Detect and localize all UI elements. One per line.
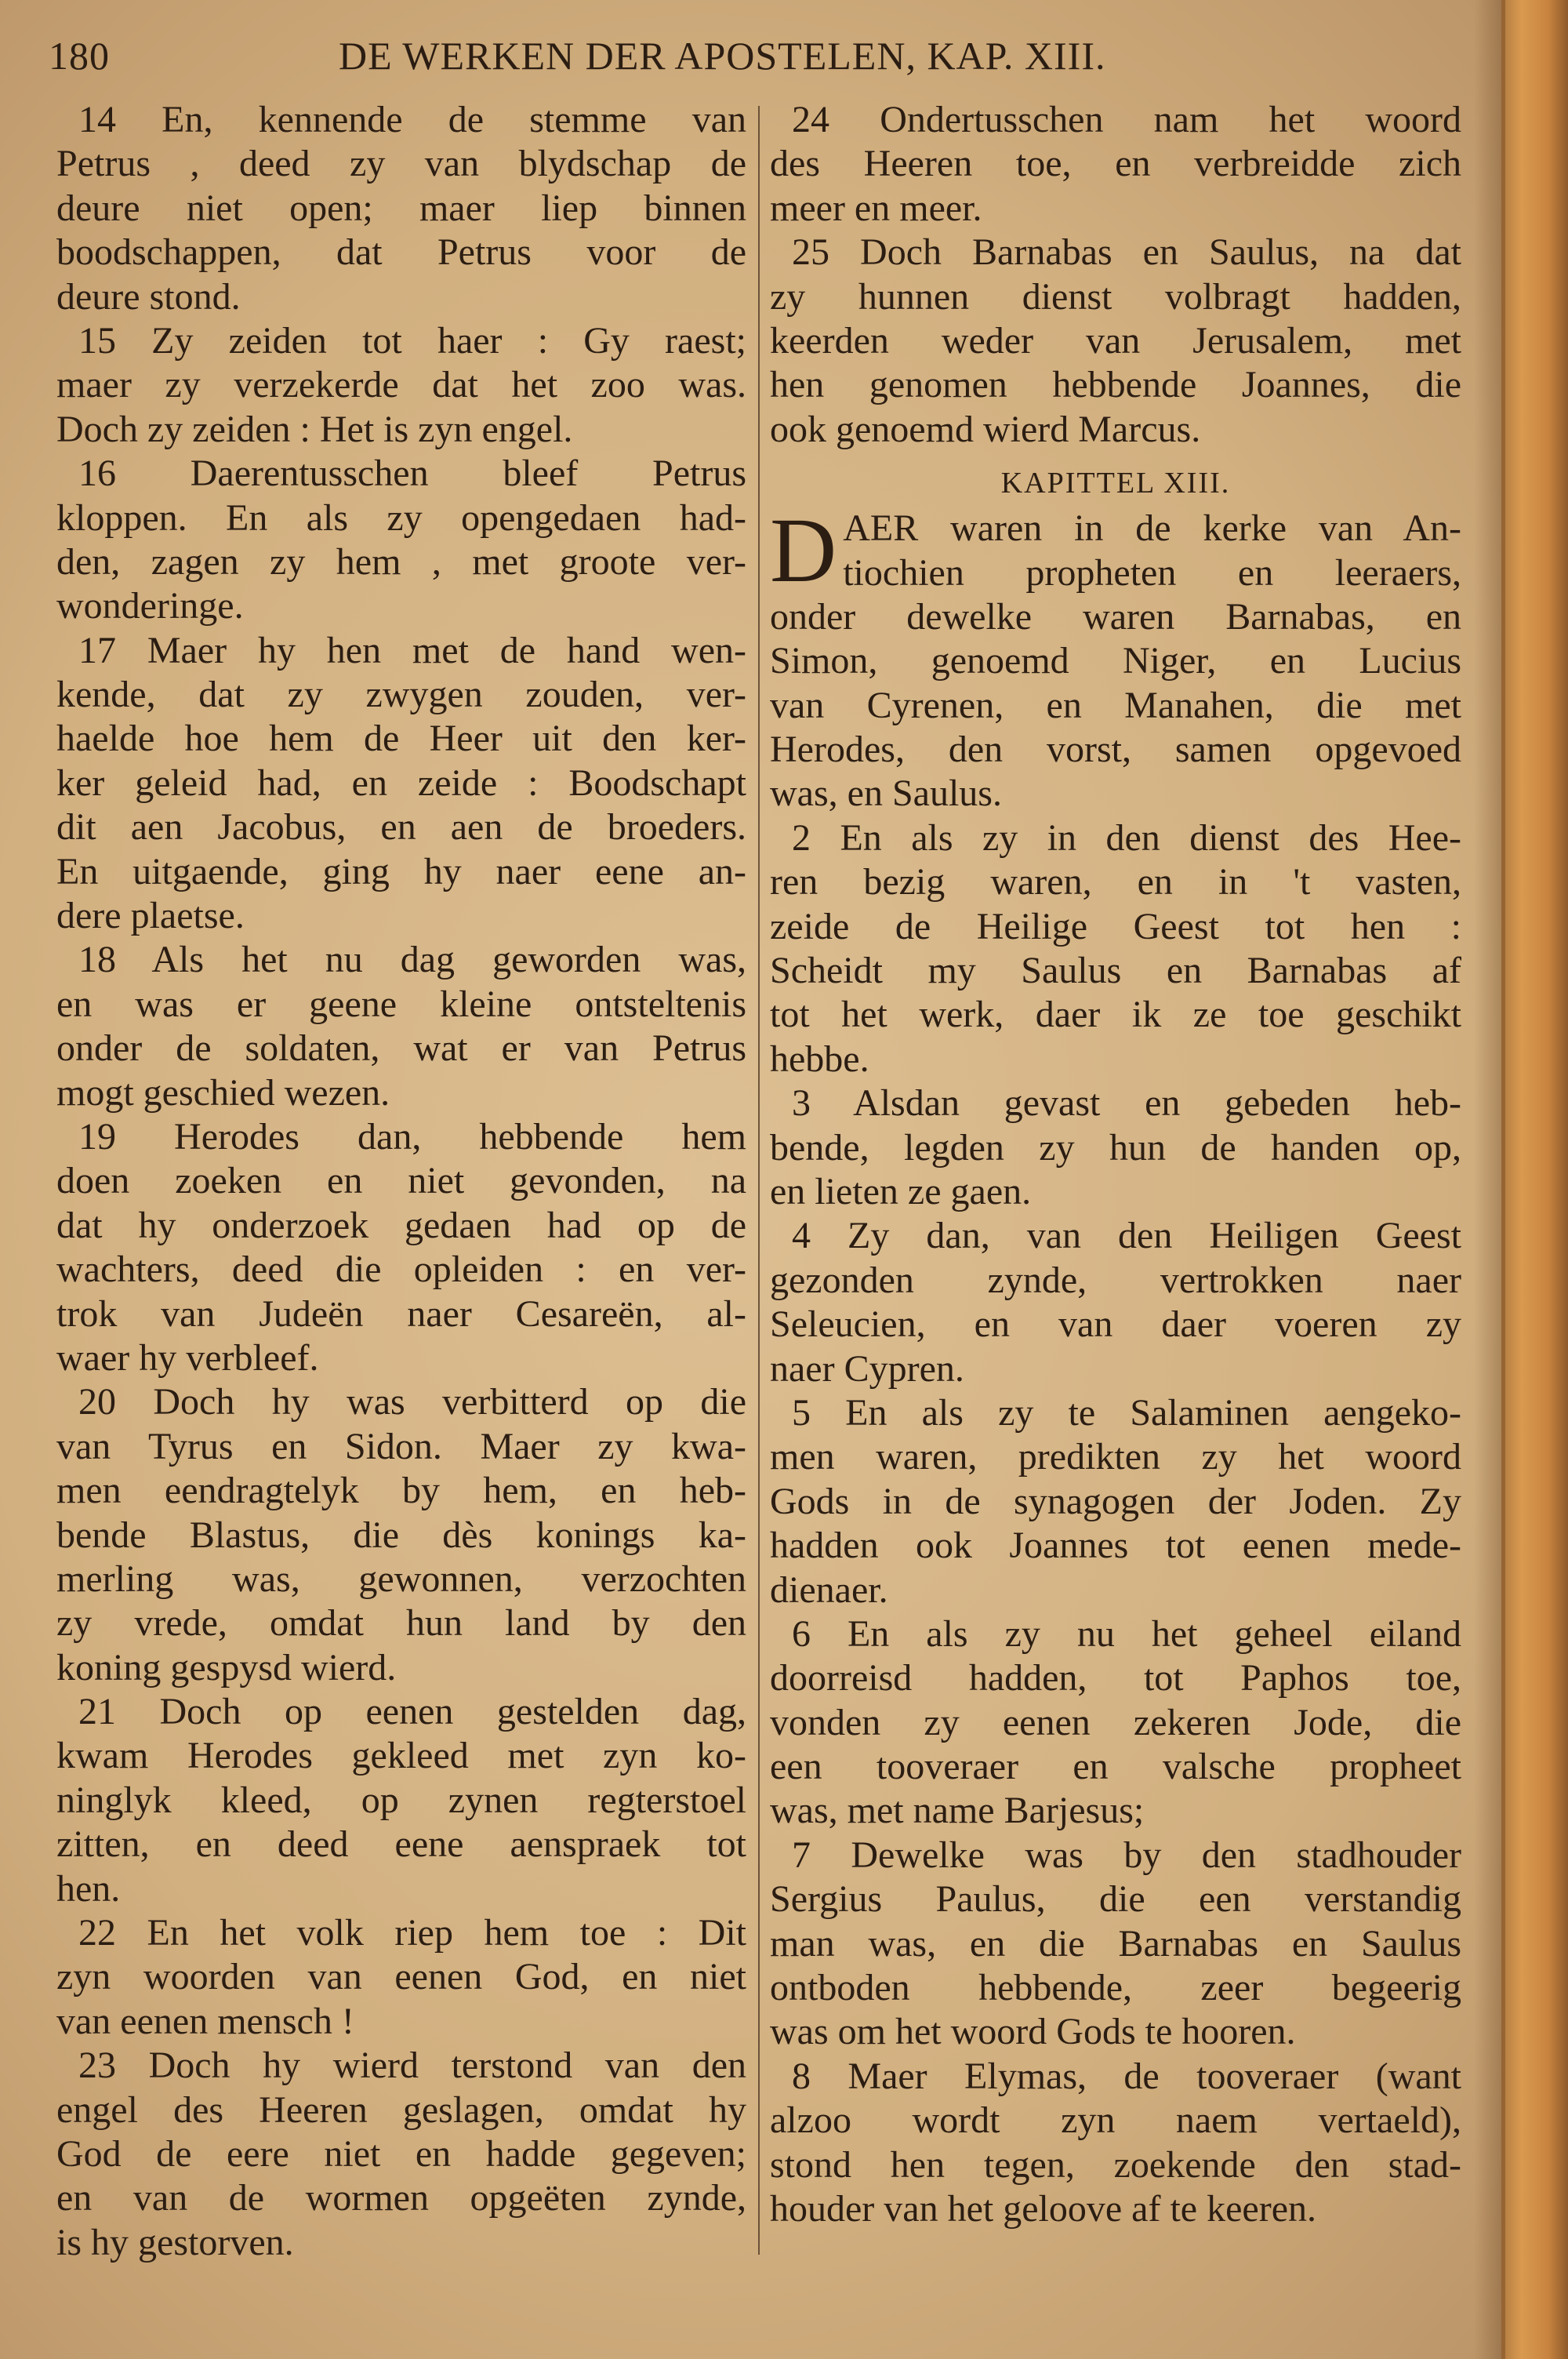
text-line: 6 En als zy nu het geheel eiland — [792, 1612, 1461, 1655]
text-line: men eendragtelyk by hem, en heb- — [56, 1470, 746, 1512]
text-line: en was er geene kleine ontsteltenis — [56, 983, 746, 1025]
text-line: zy hunnen dienst volbragt hadden, — [770, 275, 1461, 318]
text-line: onder de soldaten, wat er van Petrus — [56, 1027, 746, 1070]
text-line: 7 Dewelke was by den stadhouder — [792, 1834, 1461, 1876]
text-line: kende, dat zy zwygen zouden, ver- — [56, 674, 746, 716]
text-line: alzoo wordt zyn naem vertaeld), — [770, 2099, 1461, 2142]
text-line: was, en Saulus. — [770, 772, 1002, 815]
verse-paragraph — [56, 629, 746, 939]
text-line: Simon, genoemd Niger, en Lucius — [770, 640, 1461, 682]
running-title: DE WERKEN DER APOSTELEN, KAP. XIII. — [339, 34, 1106, 78]
drop-cap: D — [770, 499, 837, 602]
text-line: zeide de Heilige Geest tot hen : — [770, 905, 1461, 947]
text-line: wonderinge. — [56, 585, 244, 627]
text-line: Sergius Paulus, die een verstandig — [770, 1878, 1461, 1921]
text-line: God de eere niet en hadde gegeven; — [56, 2132, 746, 2175]
text-line: tiochien propheten en leeraers, — [843, 551, 1461, 594]
column-divider — [758, 106, 760, 2255]
verse-paragraph — [770, 1081, 1461, 1214]
text-line: wachters, deed die opleiden : en ver- — [56, 1249, 746, 1291]
text-line: koning gespysd wierd. — [56, 1646, 397, 1688]
text-line: bende Blastus, die dès konings ka- — [56, 1514, 746, 1556]
text-line: 22 En het volk riep hem toe : Dit — [78, 1912, 746, 1954]
text-line: waer hy verbleef. — [56, 1336, 319, 1379]
text-line: 19 Herodes dan, hebbende hem — [78, 1115, 746, 1158]
text-line: zy vrede, omdat hun land by den — [56, 1602, 746, 1645]
text-line: dit aen Jacobus, en aen de broeders. — [56, 806, 746, 849]
text-line: Scheidt my Saulus en Barnabas af — [770, 950, 1461, 992]
text-line: 17 Maer hy hen met de hand wen- — [78, 629, 746, 671]
text-line: Doch zy zeiden : Het is zyn engel. — [56, 408, 573, 450]
text-line: hen genomen hebbende Joannes, die — [770, 364, 1461, 406]
text-line: hadden ook Joannes tot eenen mede- — [770, 1525, 1461, 1567]
text-line: bende, legden zy hun de handen op, — [770, 1126, 1461, 1169]
text-line: 24 Ondertusschen nam het woord — [792, 99, 1461, 140]
text-line: 4 Zy dan, van den Heiligen Geest — [792, 1215, 1461, 1257]
text-line: van Cyrenen, en Manahen, die met — [770, 684, 1461, 726]
text-line: gezonden zynde, vertrokken naer — [770, 1259, 1461, 1301]
text-line: maer zy verzekerde dat het zoo was. — [56, 364, 746, 406]
text-line: is hy gestorven. — [56, 2221, 294, 2263]
text-line: engel des Heeren geslagen, omdat hy — [56, 2088, 746, 2131]
text-line: 14 En, kennende de stemme van — [78, 99, 746, 140]
text-line: deure stond. — [56, 275, 241, 318]
text-line: een tooveraer en valsche propheet — [770, 1746, 1461, 1788]
text-line: AER waren in de kerke van An- — [843, 507, 1461, 550]
verse-paragraph — [56, 1380, 746, 1690]
verse-paragraph — [770, 98, 1461, 231]
text-line: den, zagen zy hem , met groote ver- — [56, 540, 746, 583]
text-line: 25 Doch Barnabas en Saulus, na dat — [792, 231, 1461, 274]
text-line: en van de wormen opgeëten zynde, — [56, 2177, 746, 2219]
text-line: des Heeren toe, en verbreidde zich — [770, 143, 1461, 185]
text-line: zyn woorden van eenen God, en niet — [56, 1956, 746, 1998]
text-line: 16 Daerentusschen bleef Petrus — [78, 453, 746, 495]
text-line: stond hen tegen, zoekende den stad- — [770, 2143, 1461, 2186]
text-line: 20 Doch hy was verbitterd op die — [78, 1381, 746, 1423]
text-line: doen zoeken en niet gevonden, na — [56, 1160, 746, 1202]
verse-paragraph — [770, 1214, 1461, 1391]
text-line: 18 Als het nu dag geworden was, — [78, 939, 746, 981]
text-line: van eenen mensch ! — [56, 2000, 354, 2042]
text-line: ker geleid had, en zeide : Boodschapt — [56, 761, 746, 804]
text-line: Gods in de synagogen der Joden. Zy — [770, 1480, 1461, 1522]
text-line: 3 Alsdan gevast en gebeden heb- — [792, 1082, 1461, 1125]
text-line: meer en meer. — [770, 187, 982, 229]
verse-paragraph — [770, 1834, 1461, 2055]
adjacent-page-edge — [1501, 0, 1568, 2359]
text-line: tot het werk, daer ik ze toe geschikt — [770, 994, 1461, 1036]
text-line: Petrus , deed zy van blydschap de — [56, 143, 746, 185]
verse-paragraph — [56, 1690, 746, 1911]
text-line: kloppen. En als zy opengedaen had- — [56, 496, 746, 539]
page-header — [49, 33, 1225, 88]
text-line: keerden weder van Jerusalem, met — [770, 319, 1461, 362]
verse-paragraph — [56, 98, 746, 319]
text-line: houder van het geloove af te keeren. — [770, 2187, 1317, 2230]
text-line: mogt geschied wezen. — [56, 1071, 390, 1114]
text-line: 23 Doch hy wierd terstond van den — [78, 2045, 746, 2087]
verse-paragraph — [770, 1612, 1461, 1834]
verse-paragraph — [56, 452, 746, 629]
text-line: vonden zy eenen zekeren Jode, die — [770, 1701, 1461, 1743]
text-line: van Tyrus en Sidon. Maer zy kwa- — [56, 1425, 746, 1467]
text-line: En uitgaende, ging hy naer eene an- — [56, 850, 746, 892]
text-line: hebbe. — [770, 1038, 869, 1080]
text-line: naer Cypren. — [770, 1347, 964, 1390]
verse-paragraph — [56, 1911, 746, 2044]
text-line: 15 Zy zeiden tot haer : Gy raest; — [78, 319, 746, 362]
text-line: 8 Maer Elymas, de tooveraer (want — [792, 2055, 1461, 2097]
text-line: boodschappen, dat Petrus voor de — [56, 231, 746, 274]
verse-paragraph — [770, 816, 1461, 1081]
text-line: haelde hoe hem de Heer uit den ker- — [56, 718, 746, 760]
text-line: Herodes, den vorst, samen opgevoed — [770, 729, 1461, 771]
verse-paragraph — [770, 499, 1461, 816]
verse-paragraph — [56, 1115, 746, 1380]
page-number: 180 — [49, 34, 110, 78]
verse-paragraph — [56, 2044, 746, 2265]
verse-paragraph — [770, 1391, 1461, 1612]
text-line: deure niet open; maer liep binnen — [56, 187, 746, 229]
text-line: zitten, en deed eene aenspraek tot — [56, 1823, 746, 1866]
text-line: 5 En als zy te Salaminen aengeko- — [792, 1391, 1461, 1434]
chapter-heading: KAPITTEL XIII. — [1000, 467, 1231, 500]
right-column-top — [770, 98, 1461, 452]
text-line: onder dewelke waren Barnabas, en — [770, 595, 1461, 638]
text-line: trok van Judeën naer Cesareën, al- — [56, 1292, 746, 1335]
text-line: dat hy onderzoek gedaen had op de — [56, 1204, 746, 1246]
text-line: Seleucien, en van daer voeren zy — [770, 1303, 1461, 1346]
text-line: hen. — [56, 1867, 121, 1910]
text-line: was om het woord Gods te hooren. — [770, 2011, 1296, 2053]
text-line: man was, en die Barnabas en Saulus — [770, 1922, 1461, 1965]
text-line: was, met name Barjesus; — [770, 1790, 1145, 1832]
text-line: ninglyk kleed, op zynen regterstoel — [56, 1779, 746, 1821]
text-line: dienaer. — [770, 1568, 888, 1611]
page-gutter-shadow — [1474, 0, 1505, 2359]
text-line: ontboden hebbende, zeer begeerig — [770, 1967, 1461, 2009]
right-column-chapter-text — [770, 499, 1461, 2231]
verse-paragraph — [770, 231, 1461, 452]
verse-paragraph — [56, 319, 746, 452]
text-line: 21 Doch op eenen gestelden dag, — [78, 1691, 746, 1733]
text-line: ook genoemd wierd Marcus. — [770, 408, 1201, 450]
text-line: doorreisd hadden, tot Paphos toe, — [770, 1657, 1461, 1699]
left-column — [56, 98, 746, 2265]
text-line: merling was, gewonnen, verzochten — [56, 1558, 746, 1600]
verse-paragraph — [56, 938, 746, 1115]
text-line: men waren, predikten zy het woord — [770, 1436, 1461, 1478]
text-line: ren bezig waren, en in 't vasten, — [770, 861, 1461, 903]
text-line: dere plaetse. — [56, 895, 245, 937]
text-line: kwam Herodes gekleed met zyn ko- — [56, 1735, 746, 1777]
text-line: en lieten ze gaen. — [770, 1170, 1032, 1212]
verse-paragraph — [770, 2055, 1461, 2232]
right-column — [770, 98, 1461, 2231]
text-line: 2 En als zy in den dienst des Hee- — [792, 816, 1461, 859]
